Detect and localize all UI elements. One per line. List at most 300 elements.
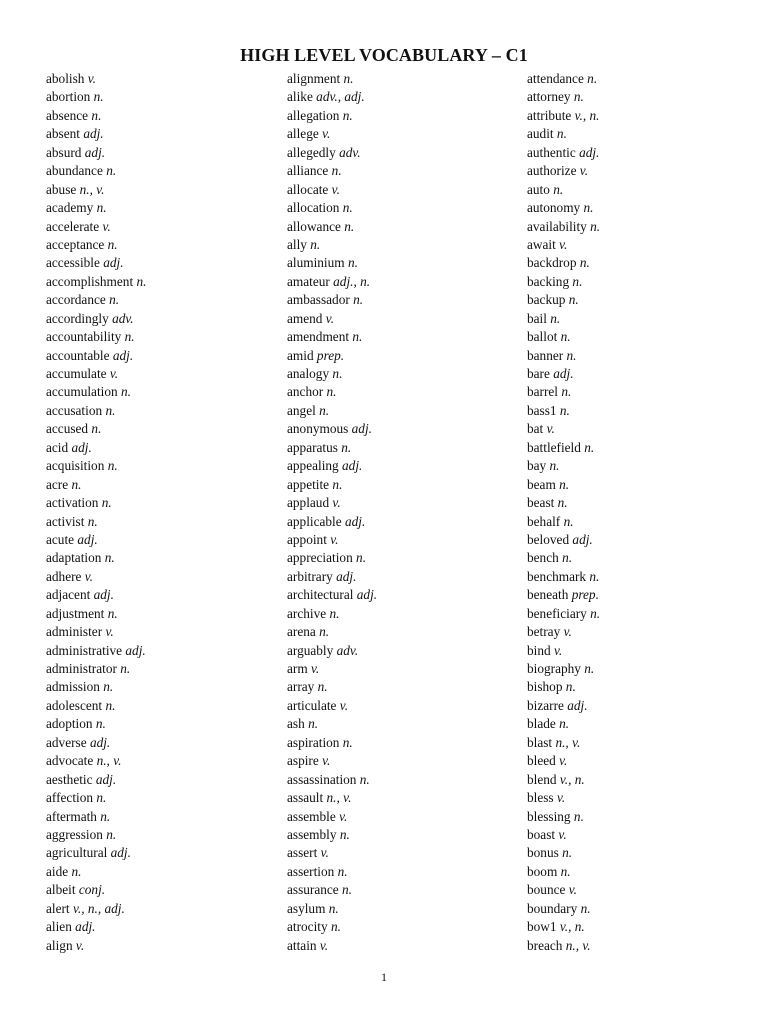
- part-of-speech: v.: [102, 218, 111, 234]
- part-of-speech: n.: [342, 734, 353, 750]
- vocab-word: allege: [287, 126, 319, 142]
- vocab-entry: [527, 236, 767, 254]
- vocab-word: allegedly: [287, 144, 336, 160]
- vocab-word: alike: [287, 89, 313, 105]
- vocab-word: adolescent: [46, 697, 103, 713]
- vocab-entry: [46, 605, 286, 623]
- part-of-speech: n.: [120, 384, 131, 400]
- vocab-word: anonymous: [287, 421, 349, 437]
- vocab-word: acute: [46, 531, 75, 547]
- vocab-word: biography: [527, 661, 581, 676]
- vocab-word: bounce: [527, 882, 566, 898]
- vocab-word: administer: [46, 624, 103, 640]
- part-of-speech: n.: [573, 89, 584, 105]
- vocab-word: adjacent: [46, 587, 91, 603]
- vocab-word: absence: [46, 107, 89, 123]
- vocab-entry: [527, 752, 767, 770]
- vocab-word: bat: [527, 421, 544, 437]
- vocab-entry: [527, 402, 767, 420]
- vocab-entry: [287, 549, 527, 567]
- part-of-speech: n.: [326, 384, 337, 400]
- part-of-speech: v.: [322, 126, 331, 142]
- vocab-word: aftermath: [46, 808, 97, 824]
- vocab-entry: [527, 937, 767, 955]
- vocab-entry: [527, 605, 767, 623]
- vocab-entry: [287, 347, 527, 365]
- vocab-entry: [287, 144, 527, 162]
- part-of-speech: n.: [550, 310, 561, 326]
- vocab-entry: [46, 568, 286, 586]
- vocab-entry: [287, 476, 527, 494]
- part-of-speech: adj.: [356, 587, 378, 603]
- vocab-word: aluminium: [287, 255, 345, 271]
- part-of-speech: conj.: [78, 882, 106, 898]
- part-of-speech: n.: [319, 624, 330, 640]
- vocab-entry: [287, 273, 527, 291]
- vocab-entry: [527, 513, 767, 531]
- vocab-entry: [46, 476, 286, 494]
- vocab-entry: [46, 383, 286, 401]
- vocab-entry: [527, 273, 767, 291]
- vocab-entry: [46, 365, 286, 383]
- vocab-word: bail: [527, 310, 547, 326]
- vocab-word: autonomy: [527, 200, 581, 216]
- vocab-word: applicable: [287, 513, 342, 529]
- part-of-speech: n.: [93, 89, 104, 105]
- vocab-entry: [46, 402, 286, 420]
- vocab-word: bow1: [527, 919, 557, 935]
- vocab-word: accomplishment: [46, 273, 134, 289]
- part-of-speech: v.: [84, 568, 94, 584]
- part-of-speech: adv.: [336, 642, 359, 658]
- part-of-speech: n.: [560, 329, 571, 345]
- part-of-speech: n.: [71, 863, 82, 879]
- vocab-entry: [527, 623, 767, 641]
- vocab-word: adhere: [46, 568, 82, 584]
- vocab-word: appreciation: [287, 550, 353, 566]
- part-of-speech: v.: [331, 181, 340, 197]
- vocab-entry: [287, 678, 527, 696]
- vocab-word: boast: [527, 826, 556, 842]
- vocab-word: boundary: [527, 900, 578, 916]
- part-of-speech: n.: [328, 900, 339, 916]
- part-of-speech: n.: [341, 439, 352, 455]
- vocab-word: abundance: [46, 163, 103, 179]
- vocab-entry: [287, 623, 527, 641]
- part-of-speech: adj.: [77, 531, 98, 547]
- vocab-entry: [46, 254, 286, 272]
- vocab-word: attribute: [527, 107, 572, 123]
- vocab-word: arena: [287, 624, 316, 640]
- part-of-speech: n.: [353, 292, 364, 308]
- part-of-speech: n.: [359, 771, 370, 787]
- part-of-speech: n.: [105, 697, 116, 713]
- vocab-entry: [46, 623, 286, 641]
- vocab-entry: [46, 549, 286, 567]
- part-of-speech: adj.: [75, 919, 96, 935]
- part-of-speech: n.: [584, 439, 595, 455]
- vocab-entry: [527, 439, 767, 457]
- part-of-speech: n.: [106, 826, 117, 842]
- part-of-speech: n.: [332, 476, 343, 492]
- vocab-entry: [287, 844, 527, 862]
- vocab-word: articulate: [287, 697, 337, 713]
- vocab-word: applaud: [287, 495, 330, 511]
- vocab-word: bizarre: [527, 697, 564, 713]
- part-of-speech: n.: [580, 900, 591, 916]
- vocab-entry: [287, 107, 527, 125]
- vocab-entry: [527, 918, 767, 936]
- vocab-word: aesthetic: [46, 771, 93, 787]
- part-of-speech: n.: [557, 495, 568, 511]
- vocab-word: appetite: [287, 476, 330, 492]
- vocab-entry: [287, 531, 527, 549]
- vocab-word: abuse: [46, 181, 77, 197]
- vocab-entry: [287, 771, 527, 789]
- part-of-speech: v.: [320, 845, 329, 861]
- vocab-word: bare: [527, 366, 550, 381]
- part-of-speech: v.: [563, 624, 572, 640]
- vocab-entry: [287, 162, 527, 180]
- part-of-speech: n.: [308, 716, 319, 732]
- vocab-entry: [46, 881, 286, 899]
- vocab-word: appoint: [287, 531, 327, 547]
- part-of-speech: n.: [96, 200, 107, 216]
- vocab-word: alert: [46, 900, 70, 916]
- part-of-speech: adv.: [339, 144, 361, 160]
- part-of-speech: n.: [356, 550, 367, 566]
- vocab-entry: [527, 162, 767, 180]
- vocab-word: audit: [527, 126, 554, 142]
- vocab-word: appealing: [287, 458, 339, 474]
- part-of-speech: v.: [319, 937, 329, 953]
- part-of-speech: adj.: [125, 642, 146, 658]
- part-of-speech: adj.: [110, 845, 131, 861]
- part-of-speech: n.: [330, 919, 341, 935]
- vocab-entry: [46, 162, 286, 180]
- part-of-speech: v.: [546, 421, 555, 437]
- part-of-speech: adj.: [93, 587, 114, 603]
- vocab-entry: [527, 254, 767, 272]
- part-of-speech: adj.: [71, 439, 92, 455]
- vocab-entry: [46, 291, 286, 309]
- vocab-word: battlefield: [527, 439, 581, 455]
- part-of-speech: n.: [329, 605, 340, 621]
- vocab-entry: [287, 199, 527, 217]
- vocab-word: backing: [527, 273, 570, 289]
- vocab-word: atrocity: [287, 919, 328, 935]
- vocab-word: arm: [287, 661, 308, 676]
- vocab-entry: [527, 383, 767, 401]
- vocab-word: boom: [527, 863, 558, 879]
- vocabulary-column-1: [46, 70, 286, 955]
- vocab-word: ash: [287, 716, 305, 732]
- part-of-speech: n.: [105, 402, 116, 418]
- part-of-speech: n.: [559, 716, 570, 732]
- vocab-entry: [287, 642, 527, 660]
- vocab-word: assault: [287, 790, 324, 806]
- vocab-entry: [527, 660, 767, 678]
- vocab-entry: [46, 144, 286, 162]
- vocab-entry: [287, 937, 527, 955]
- part-of-speech: v.: [322, 753, 331, 769]
- vocab-entry: [46, 900, 286, 918]
- vocab-word: agricultural: [46, 845, 108, 861]
- vocab-entry: [527, 365, 767, 383]
- vocab-word: arbitrary: [287, 568, 333, 584]
- vocab-word: adoption: [46, 716, 93, 732]
- vocab-word: backup: [527, 292, 566, 308]
- vocab-entry: [287, 513, 527, 531]
- vocab-word: beam: [527, 476, 556, 492]
- vocab-word: beneficiary: [527, 605, 587, 621]
- vocab-word: ballot: [527, 329, 558, 345]
- vocab-entry: [287, 70, 527, 88]
- part-of-speech: v.: [339, 697, 349, 713]
- vocab-word: assert: [287, 845, 318, 861]
- vocab-entry: [287, 236, 527, 254]
- part-of-speech: n.: [579, 255, 590, 271]
- vocab-entry: [287, 402, 527, 420]
- vocab-entry: [46, 107, 286, 125]
- vocab-entry: [527, 291, 767, 309]
- part-of-speech: n.: [120, 661, 131, 676]
- vocab-entry: [527, 844, 767, 862]
- part-of-speech: prep.: [571, 587, 599, 603]
- vocab-word: amend: [287, 310, 323, 326]
- part-of-speech: adj.: [567, 697, 588, 713]
- vocab-entry: [46, 218, 286, 236]
- vocab-word: analogy: [287, 366, 330, 381]
- vocab-entry: [287, 789, 527, 807]
- part-of-speech: n.: [566, 347, 577, 363]
- vocab-word: blast: [527, 734, 553, 750]
- vocab-word: alignment: [287, 71, 341, 86]
- vocab-word: albeit: [46, 882, 76, 898]
- vocab-entry: [527, 549, 767, 567]
- vocab-word: anchor: [287, 384, 324, 400]
- vocab-word: architectural: [287, 587, 354, 603]
- part-of-speech: n.: [91, 107, 102, 123]
- vocab-word: align: [46, 937, 73, 953]
- vocab-entry: [46, 697, 286, 715]
- part-of-speech: v., n.: [559, 771, 585, 787]
- vocab-entry: [287, 881, 527, 899]
- vocab-word: await: [527, 236, 556, 252]
- vocab-entry: [287, 291, 527, 309]
- vocab-word: assemble: [287, 808, 336, 824]
- vocab-entry: [527, 881, 767, 899]
- vocab-word: benchmark: [527, 568, 587, 584]
- part-of-speech: n.: [100, 808, 111, 824]
- vocab-word: assurance: [287, 882, 339, 898]
- vocab-entry: [287, 439, 527, 457]
- part-of-speech: n.: [562, 550, 573, 566]
- vocab-entry: [527, 181, 767, 199]
- part-of-speech: n.: [556, 126, 567, 142]
- part-of-speech: v.: [339, 808, 348, 824]
- part-of-speech: n.: [589, 568, 600, 584]
- vocab-word: backdrop: [527, 255, 577, 271]
- vocab-entry: [527, 826, 767, 844]
- vocab-word: amid: [287, 347, 314, 363]
- vocab-word: abolish: [46, 71, 85, 86]
- part-of-speech: n.: [317, 679, 328, 695]
- vocab-entry: [46, 236, 286, 254]
- vocab-entry: [46, 88, 286, 106]
- part-of-speech: n.: [107, 236, 118, 252]
- vocab-entry: [287, 254, 527, 272]
- vocab-entry: [46, 586, 286, 604]
- part-of-speech: n.: [106, 163, 117, 179]
- vocab-entry: [46, 457, 286, 475]
- vocab-word: arguably: [287, 642, 334, 658]
- vocab-word: betray: [527, 624, 561, 640]
- part-of-speech: n.: [332, 366, 343, 381]
- vocab-word: acid: [46, 439, 69, 455]
- vocab-entry: [527, 88, 767, 106]
- vocab-word: barrel: [527, 384, 559, 400]
- part-of-speech: n.: [559, 476, 570, 492]
- part-of-speech: n.: [561, 384, 572, 400]
- vocab-word: academy: [46, 200, 94, 216]
- part-of-speech: adj.: [84, 144, 106, 160]
- vocab-word: availability: [527, 218, 587, 234]
- vocab-word: beloved: [527, 531, 570, 547]
- vocab-word: bind: [527, 642, 551, 658]
- vocab-entry: [287, 660, 527, 678]
- vocab-entry: [287, 752, 527, 770]
- part-of-speech: v., n., adj.: [72, 900, 125, 916]
- vocab-entry: [287, 863, 527, 881]
- part-of-speech: n.: [103, 679, 114, 695]
- vocab-entry: [527, 476, 767, 494]
- vocab-word: aspire: [287, 753, 319, 769]
- part-of-speech: adj.: [351, 421, 372, 437]
- part-of-speech: n.: [107, 605, 118, 621]
- part-of-speech: n.: [584, 661, 595, 676]
- part-of-speech: n.: [107, 458, 118, 474]
- part-of-speech: n.: [319, 402, 330, 418]
- part-of-speech: adj., n.: [333, 273, 371, 289]
- vocab-entry: [46, 789, 286, 807]
- part-of-speech: n.: [342, 882, 352, 898]
- part-of-speech: v.: [568, 882, 577, 898]
- part-of-speech: adj.: [112, 347, 134, 363]
- part-of-speech: n.: [560, 863, 571, 879]
- vocab-entry: [527, 420, 767, 438]
- vocab-word: beast: [527, 495, 555, 511]
- part-of-speech: adj.: [572, 531, 593, 547]
- vocab-word: admission: [46, 679, 100, 695]
- part-of-speech: v.: [553, 642, 563, 658]
- part-of-speech: n., v.: [79, 181, 105, 197]
- vocab-word: blend: [527, 771, 557, 787]
- vocab-word: asylum: [287, 900, 326, 916]
- vocab-word: adverse: [46, 734, 87, 750]
- part-of-speech: v.: [109, 366, 119, 381]
- vocab-entry: [287, 734, 527, 752]
- vocab-word: accumulation: [46, 384, 118, 400]
- vocab-entry: [46, 125, 286, 143]
- part-of-speech: n.: [562, 845, 573, 861]
- vocab-entry: [287, 125, 527, 143]
- vocab-word: allocate: [287, 181, 329, 197]
- vocab-word: breach: [527, 937, 563, 953]
- part-of-speech: n.: [337, 863, 348, 879]
- vocab-word: apparatus: [287, 439, 338, 455]
- part-of-speech: n.: [71, 476, 82, 492]
- vocab-entry: [46, 771, 286, 789]
- vocab-entry: [287, 808, 527, 826]
- part-of-speech: n.: [331, 163, 342, 179]
- vocab-entry: [287, 697, 527, 715]
- vocab-entry: [527, 494, 767, 512]
- vocab-word: ally: [287, 236, 307, 252]
- vocab-entry: [46, 347, 286, 365]
- vocab-word: ambassador: [287, 292, 350, 308]
- vocab-word: alliance: [287, 163, 329, 179]
- vocab-entry: [46, 181, 286, 199]
- vocab-word: blade: [527, 716, 556, 732]
- part-of-speech: n.: [96, 790, 107, 806]
- vocab-word: attain: [287, 937, 317, 953]
- vocab-entry: [527, 715, 767, 733]
- vocab-word: absent: [46, 126, 80, 142]
- part-of-speech: n.: [124, 329, 135, 345]
- vocab-entry: [527, 310, 767, 328]
- vocab-word: activist: [46, 513, 85, 529]
- part-of-speech: n., v.: [96, 753, 122, 769]
- vocab-entry: [46, 439, 286, 457]
- vocab-word: adjustment: [46, 605, 105, 621]
- vocab-entry: [46, 70, 286, 88]
- vocab-entry: [527, 218, 767, 236]
- vocab-entry: [46, 199, 286, 217]
- vocab-entry: [46, 513, 286, 531]
- part-of-speech: n., v.: [565, 937, 591, 953]
- vocab-entry: [527, 199, 767, 217]
- part-of-speech: v.: [87, 71, 96, 86]
- vocab-word: amendment: [287, 329, 350, 345]
- vocab-entry: [46, 273, 286, 291]
- part-of-speech: v.: [75, 937, 85, 953]
- vocab-word: allocation: [287, 200, 340, 216]
- part-of-speech: v.: [332, 495, 341, 511]
- vocab-word: authorize: [527, 163, 577, 179]
- part-of-speech: n.: [587, 71, 598, 86]
- vocab-entry: [46, 420, 286, 438]
- vocab-word: aspiration: [287, 734, 340, 750]
- vocab-entry: [287, 328, 527, 346]
- vocab-entry: [46, 660, 286, 678]
- part-of-speech: adj.: [95, 771, 117, 787]
- part-of-speech: v.: [556, 790, 566, 806]
- vocab-entry: [287, 383, 527, 401]
- vocab-entry: [287, 218, 527, 236]
- part-of-speech: adj.: [344, 513, 366, 529]
- vocab-entry: [46, 918, 286, 936]
- vocab-entry: [527, 457, 767, 475]
- part-of-speech: v.: [330, 531, 339, 547]
- vocab-word: angel: [287, 402, 316, 418]
- part-of-speech: n.: [344, 218, 355, 234]
- part-of-speech: n.: [549, 458, 560, 474]
- vocab-word: accountable: [46, 347, 110, 363]
- vocab-entry: [527, 568, 767, 586]
- vocab-word: archive: [287, 605, 327, 621]
- vocab-word: amateur: [287, 273, 330, 289]
